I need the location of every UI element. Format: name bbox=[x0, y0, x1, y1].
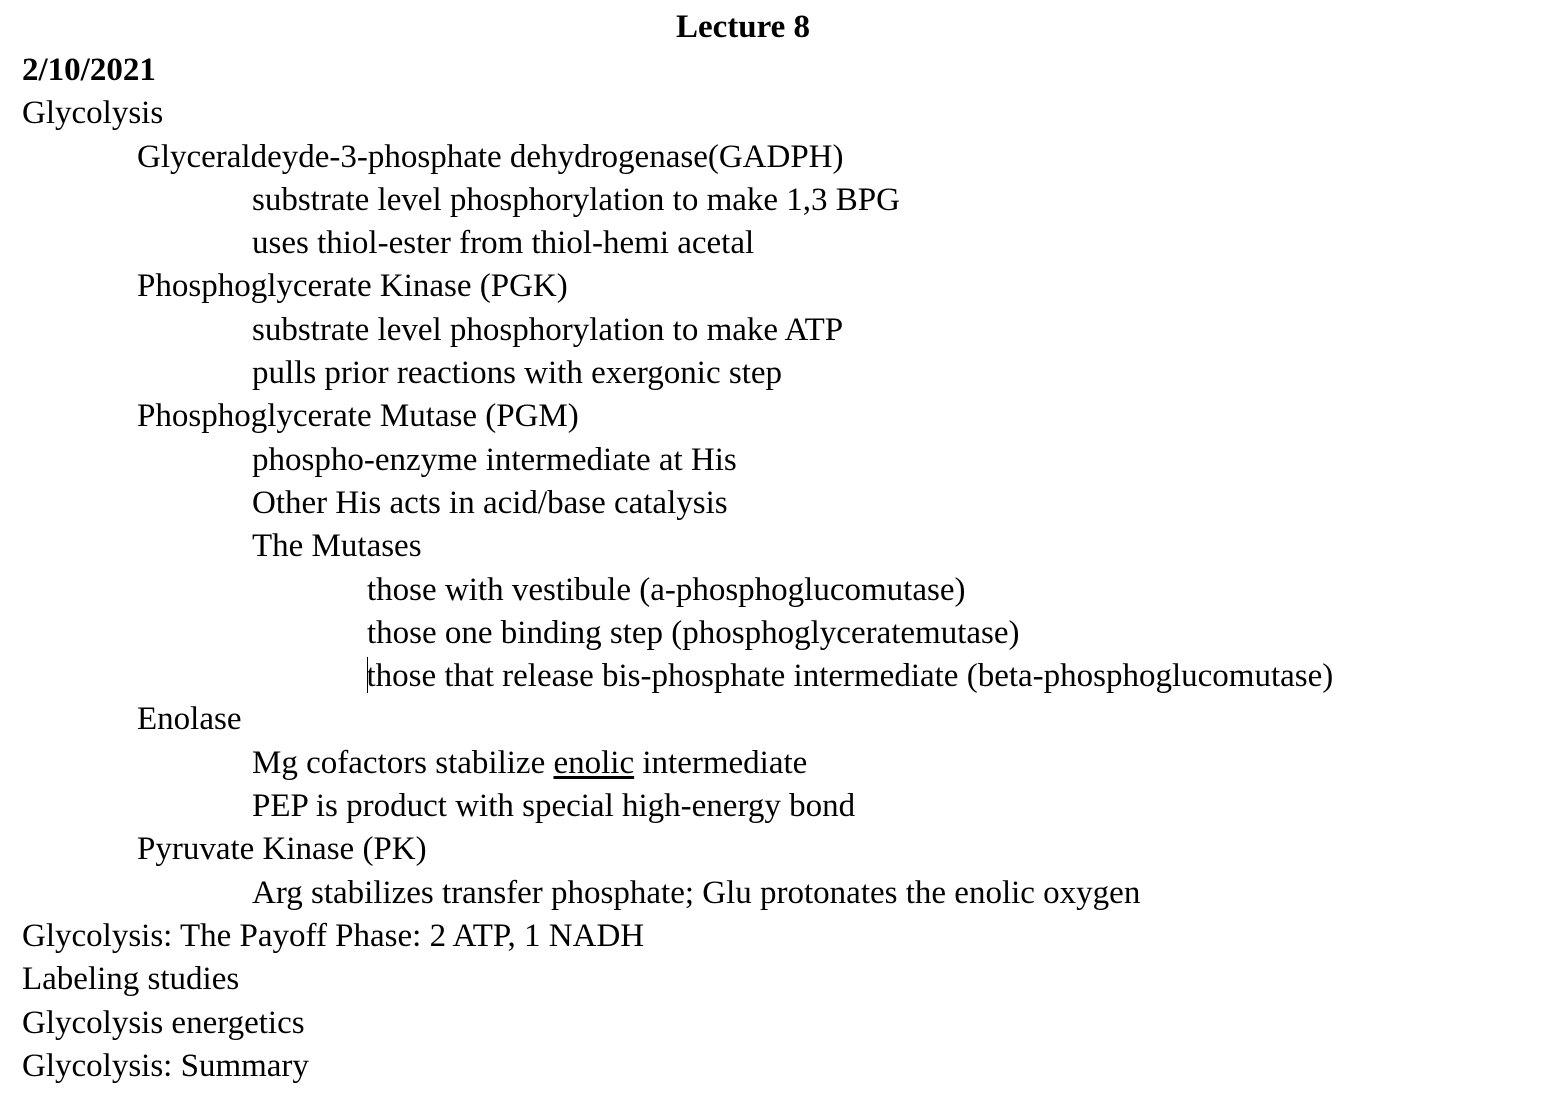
outline-subitem: PEP is product with special high-energy bond bbox=[252, 788, 856, 825]
outline-subitem: Arg stabilizes transfer phosphate; Glu protonates the enolic oxygen bbox=[252, 874, 1141, 911]
outline-subitem: phospho-enzyme intermediate at His bbox=[252, 441, 737, 478]
outline-item-pgk: Phosphoglycerate Kinase (PGK) bbox=[137, 268, 568, 305]
outline-subitem: substrate level phosphorylation to make ATP bbox=[252, 311, 844, 348]
outline-heading-payoff: Glycolysis: The Payoff Phase: 2 ATP, 1 NADH bbox=[22, 917, 645, 954]
lecture-date: 2/10/2021 bbox=[22, 52, 156, 88]
outline-heading-energetics: Glycolysis energetics bbox=[22, 1004, 305, 1041]
outline-heading-summary: Glycolysis: Summary bbox=[22, 1047, 309, 1084]
underlined-text: enolic bbox=[553, 744, 635, 781]
outline-subsubitem: those one binding step (phosphoglyceratemutase) bbox=[367, 614, 1020, 651]
outline-heading-labeling: Labeling studies bbox=[22, 961, 240, 998]
outline-subsubitem-text: those that release bis-phosphate intermediate (beta-phosphoglucomutase) bbox=[366, 658, 1334, 695]
outline-item-enolase: Enolase bbox=[137, 701, 242, 738]
outline-subitem: pulls prior reactions with exergonic step bbox=[252, 355, 783, 392]
outline-heading-glycolysis: Glycolysis bbox=[22, 95, 164, 132]
text-run: Mg cofactors stabilize bbox=[252, 744, 554, 781]
outline-subitem bbox=[22, 742, 1540, 785]
outline-subitem: substrate level phosphorylation to make 1,3 BPG bbox=[252, 181, 900, 218]
lecture-outline bbox=[22, 49, 1540, 1088]
outline-item-pgm: Phosphoglycerate Mutase (PGM) bbox=[137, 398, 579, 435]
outline-subitem: Other His acts in acid/base catalysis bbox=[252, 484, 728, 521]
outline-item-gadph: Glyceraldeyde-3-phosphate dehydrogenase(GADPH) bbox=[137, 138, 844, 175]
outline-item-pk: Pyruvate Kinase (PK) bbox=[137, 831, 427, 868]
outline-subitem-mutases: The Mutases bbox=[252, 528, 422, 565]
outline-subsubitem: those with vestibule (a-phosphoglucomutase) bbox=[367, 571, 966, 608]
outline-subitem: uses thiol-ester from thiol-hemi acetal bbox=[252, 225, 755, 262]
text-run: intermediate bbox=[634, 744, 808, 781]
outline-subsubitem-with-caret[interactable] bbox=[22, 655, 1540, 698]
document-title: Lecture 8 bbox=[675, 9, 811, 45]
